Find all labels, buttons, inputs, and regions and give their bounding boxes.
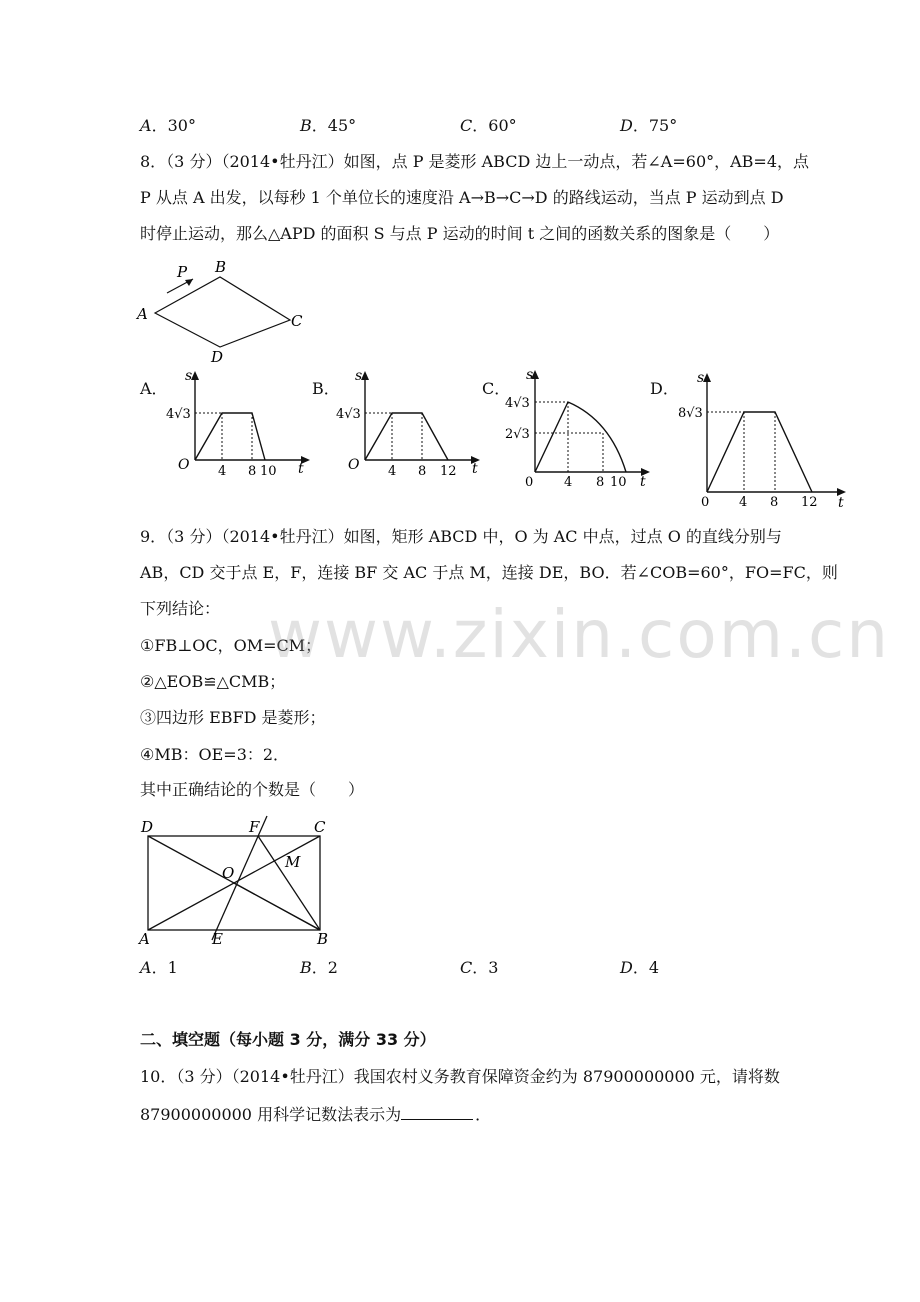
q8-option-a: A． xyxy=(140,379,168,398)
svg-text:8√3: 8√3 xyxy=(678,406,703,421)
svg-text:A: A xyxy=(139,930,150,948)
label-d: D xyxy=(211,348,224,366)
q9-ask: 其中正确结论的个数是（ ） xyxy=(140,780,365,799)
svg-text:4: 4 xyxy=(388,464,397,479)
svg-text:s: s xyxy=(526,367,534,383)
section-2-heading: 二、填空题（每小题 3 分，满分 33 分） xyxy=(140,1030,436,1049)
svg-text:t: t xyxy=(640,474,646,490)
q9-option-a: A．1 xyxy=(140,958,178,977)
svg-text:C: C xyxy=(314,818,326,836)
q8-option-b: B． xyxy=(312,379,340,398)
svg-text:M: M xyxy=(285,853,301,871)
svg-text:4√3: 4√3 xyxy=(505,396,530,411)
graph-b xyxy=(330,365,490,480)
svg-text:t: t xyxy=(838,495,844,510)
q9-conclusion-3: ③四边形 EBFD 是菱形； xyxy=(140,708,326,727)
q7-option-d: D．75° xyxy=(620,116,678,135)
q9-line-3: 下列结论： xyxy=(140,599,221,618)
svg-text:4: 4 xyxy=(739,495,748,510)
svg-text:D: D xyxy=(141,818,154,836)
svg-text:s: s xyxy=(697,370,705,386)
label-c: C xyxy=(291,312,303,330)
svg-text:B: B xyxy=(317,930,329,948)
svg-text:E: E xyxy=(212,930,223,948)
svg-text:4: 4 xyxy=(218,464,227,479)
q10-line-1: 10．（3 分）（2014•牡丹江）我国农村义务教育保障资金约为 87900000000 元，请将数 xyxy=(140,1067,780,1086)
svg-text:t: t xyxy=(298,461,304,477)
svg-text:4: 4 xyxy=(564,475,573,490)
q8-line-2: P 从点 A 出发，以每秒 1 个单位长的速度沿 A→B→C→D 的路线运动，当点 P 运动到点 D xyxy=(140,188,784,207)
q8-line-1: 8．（3 分）（2014•牡丹江）如图，点 P 是菱形 ABCD 边上一动点，若∠A=60°，AB=4，点 xyxy=(140,152,810,171)
graph-a xyxy=(160,365,315,480)
svg-text:4√3: 4√3 xyxy=(166,407,191,422)
q9-line-1: 9．（3 分）（2014•牡丹江）如图，矩形 ABCD 中，O 为 AC 中点，过点 O 的直线分别与 xyxy=(140,527,782,546)
q9-option-c: C．3 xyxy=(460,958,499,977)
q9-conclusion-2: ②△EOB≌△CMB； xyxy=(140,672,286,691)
svg-text:8: 8 xyxy=(418,464,427,479)
svg-text:8: 8 xyxy=(596,475,605,490)
svg-text:12: 12 xyxy=(440,464,457,479)
label-p: P xyxy=(177,263,188,281)
graph-d xyxy=(672,365,852,510)
svg-text:O: O xyxy=(178,457,190,473)
q8-option-d: D． xyxy=(650,379,679,398)
svg-text:2√3: 2√3 xyxy=(505,427,530,442)
watermark: www.zixin.com.cn xyxy=(268,596,891,673)
q10-line-2: 87900000000 用科学记数法表示为 ． xyxy=(140,1105,492,1124)
q7-option-c: C．60° xyxy=(460,116,517,135)
q7-option-a: A．30° xyxy=(140,116,196,135)
q8-option-c: C． xyxy=(482,379,511,398)
svg-text:10: 10 xyxy=(610,475,627,490)
svg-text:F: F xyxy=(249,818,260,836)
q9-conclusion-4: ④MB：OE=3：2． xyxy=(140,745,290,764)
svg-text:12: 12 xyxy=(801,495,818,510)
q10-answer-blank[interactable] xyxy=(401,1105,473,1120)
svg-text:4√3: 4√3 xyxy=(336,407,361,422)
svg-text:s: s xyxy=(355,368,363,384)
rectangle-figure xyxy=(135,812,345,952)
label-a: A xyxy=(137,305,148,323)
q8-line-3: 时停止运动，那么△APD 的面积 S 与点 P 运动的时间 t 之间的函数关系的图象是（ ） xyxy=(140,224,780,243)
rhombus-figure xyxy=(135,255,310,370)
q9-option-b: B．2 xyxy=(300,958,338,977)
svg-text:8: 8 xyxy=(248,464,257,479)
svg-text:0: 0 xyxy=(701,495,710,510)
q7-option-b: B．45° xyxy=(300,116,357,135)
svg-text:8: 8 xyxy=(770,495,779,510)
svg-text:10: 10 xyxy=(260,464,277,479)
q9-option-d: D．4 xyxy=(620,958,660,977)
svg-text:O: O xyxy=(222,864,235,882)
q9-conclusion-1: ①FB⊥OC，OM=CM； xyxy=(140,636,322,655)
q9-line-2: AB，CD 交于点 E，F，连接 BF 交 AC 于点 M，连接 DE，BO．若∠COB=60°，FO=FC，则 xyxy=(140,563,838,582)
svg-text:t: t xyxy=(472,461,478,477)
svg-text:O: O xyxy=(348,457,360,473)
svg-text:s: s xyxy=(185,368,193,384)
svg-text:0: 0 xyxy=(525,475,534,490)
label-b: B xyxy=(215,258,227,276)
graph-c xyxy=(500,362,660,492)
